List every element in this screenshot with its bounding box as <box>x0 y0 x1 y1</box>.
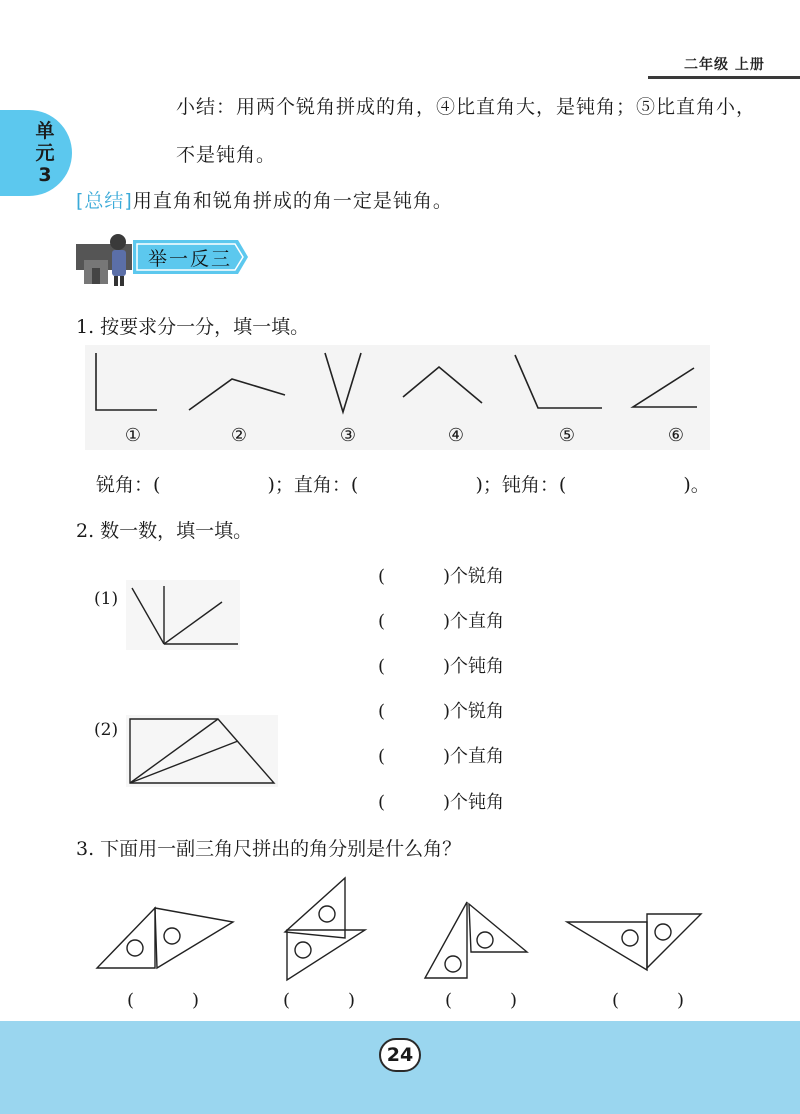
blank-suffix: )个锐角 <box>443 701 505 722</box>
figure-2-shape <box>126 715 278 787</box>
paren-close: ) <box>192 990 200 1011</box>
angle-label-1: ① <box>124 425 142 446</box>
paren-open: ( <box>127 990 135 1011</box>
angle-figures <box>85 345 710 450</box>
angle-label-6: ⑥ <box>667 425 685 446</box>
paren-open: ( <box>378 701 386 722</box>
q3-blank-4[interactable] <box>612 990 684 1011</box>
paren-open: ( <box>378 656 386 677</box>
unit-char-1: 单 <box>35 120 55 142</box>
q2-blank-5[interactable] <box>378 742 504 768</box>
summary-line-2: 不是钝角。 <box>176 144 277 166</box>
paren-close: ) <box>348 990 356 1011</box>
angle-label-5: ⑤ <box>558 425 576 446</box>
blank-suffix: )个锐角 <box>443 566 505 587</box>
q2-blank-2[interactable] <box>378 607 504 633</box>
figure-2-label: (2) <box>94 720 119 740</box>
angle-label-3: ③ <box>339 425 357 446</box>
blank-suffix: )个钝角 <box>443 792 505 813</box>
set-square-figure-3 <box>425 902 527 978</box>
angle-label-2: ② <box>230 425 248 446</box>
set-square-figures <box>95 872 705 982</box>
unit-badge-text <box>30 120 60 186</box>
unit-char-2: 元 <box>35 142 55 164</box>
page-number: 24 <box>379 1038 421 1072</box>
question-2-title: 2. 数一数，填一填。 <box>76 520 253 542</box>
blank-suffix: )个钝角 <box>443 656 505 677</box>
paren-open: ( <box>378 611 386 632</box>
paren-open: ( <box>612 990 620 1011</box>
conclusion <box>76 186 453 213</box>
q2-blank-4[interactable] <box>378 697 504 723</box>
conclusion-text: 用直角和锐角拼成的角一定是钝角。 <box>132 190 453 212</box>
header-rule <box>648 76 800 79</box>
set-square-figure-4 <box>567 914 701 970</box>
paren-open: ( <box>283 990 291 1011</box>
conclusion-tag: [总结] <box>76 190 133 212</box>
question-1-title: 1. 按要求分一分，填一填。 <box>76 316 310 338</box>
q3-blank-1[interactable] <box>127 990 199 1011</box>
summary-line-1: 小结：用两个锐角拼成的角，④比直角大，是钝角；⑤比直角小， <box>176 96 757 118</box>
paren-open: ( <box>378 566 386 587</box>
q1-answer-row <box>96 470 710 497</box>
figure-1-angles <box>126 580 240 650</box>
q2-blank-3[interactable] <box>378 652 504 678</box>
q3-blank-3[interactable] <box>445 990 517 1011</box>
blank-suffix: )个直角 <box>443 746 505 767</box>
paren-open: ( <box>378 746 386 767</box>
figure-1-label: (1) <box>94 589 119 609</box>
set-square-figure-2 <box>285 878 365 980</box>
paren-close: ) <box>677 990 685 1011</box>
acute-label: 锐角：( <box>96 474 161 496</box>
q2-blank-6[interactable] <box>378 788 504 814</box>
obtuse-label: )；钝角：( <box>475 474 567 496</box>
blank-suffix: )个直角 <box>443 611 505 632</box>
q3-blank-2[interactable] <box>283 990 355 1011</box>
q1-end: )。 <box>683 474 710 496</box>
question-3-title: 3. 下面用一副三角尺拼出的角分别是什么角？ <box>76 838 462 860</box>
paren-open: ( <box>445 990 453 1011</box>
unit-number: 3 <box>38 164 52 186</box>
paren-close: ) <box>510 990 518 1011</box>
grade-header: 二年级 上册 <box>684 57 765 73</box>
right-label: )；直角：( <box>267 474 359 496</box>
angle-label-4: ④ <box>447 425 465 446</box>
q2-blank-1[interactable] <box>378 562 504 588</box>
paren-open: ( <box>378 792 386 813</box>
set-square-figure-1 <box>97 908 233 968</box>
banner-label: 举一反三 <box>148 248 233 270</box>
